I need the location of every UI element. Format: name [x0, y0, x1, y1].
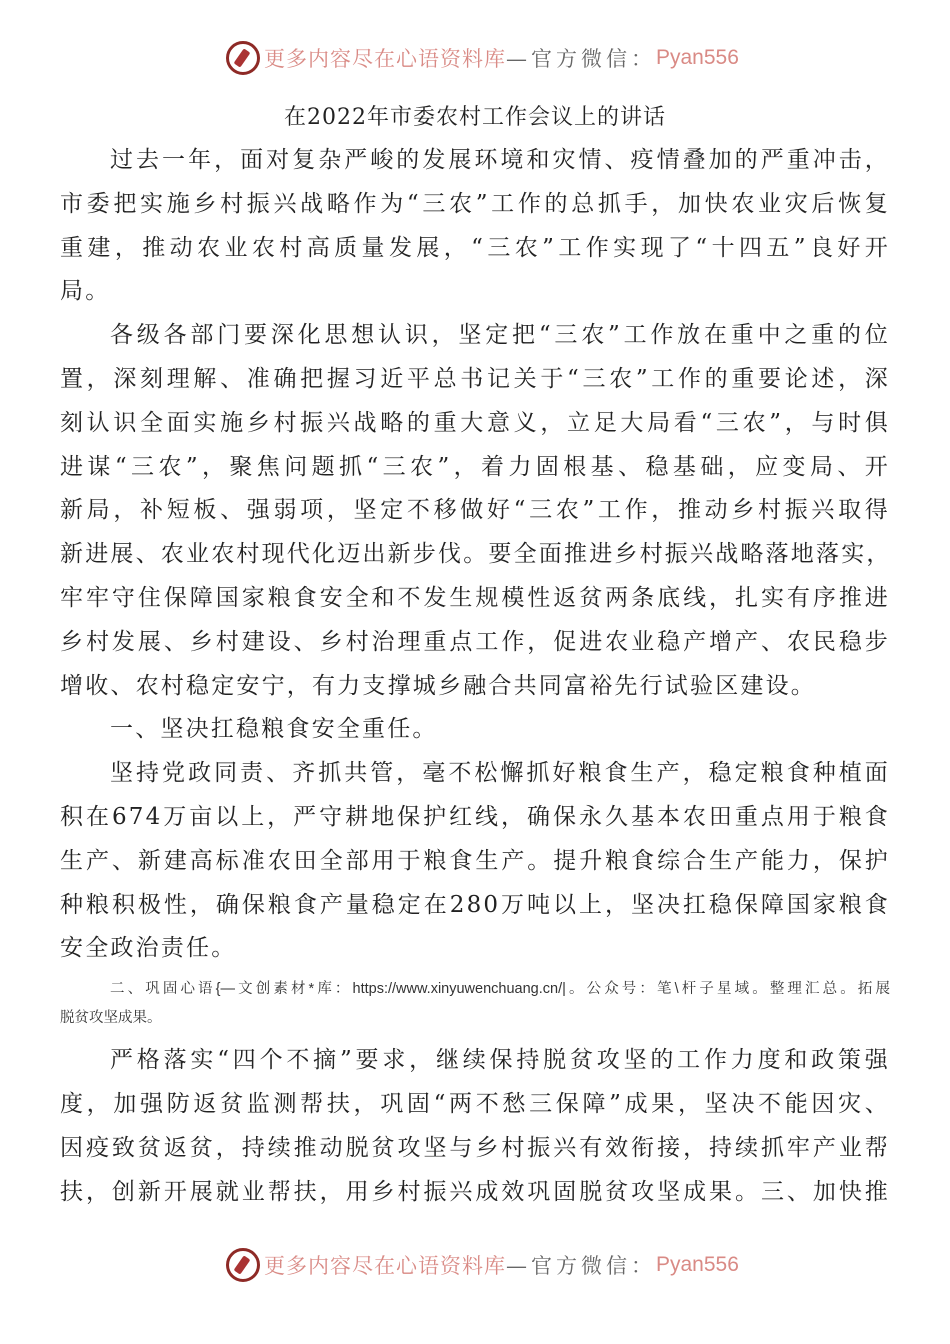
text-line: 安全政治责任。 [60, 935, 237, 962]
text-line: 重建，推动农业农村高质量发展，“三农”工作实现了“十四五”良好开 [60, 234, 890, 261]
paragraph [60, 314, 890, 708]
text-line: 一、坚决扛稳粮食安全重任。 [110, 716, 438, 743]
text-line: 牢牢守住保障国家粮食安全和不发生规模性返贫两条底线，扎实有序推进 [60, 584, 890, 611]
text-line: 扶，创新开展就业帮扶，用乡村振兴成效巩固脱贫攻坚成果。三、加快推 [60, 1178, 890, 1205]
paragraph [60, 752, 890, 971]
text-line: 置，深刻理解、准确把握习近平总书记关于“三农”工作的重要论述，深 [60, 365, 890, 392]
text-line: 新进展、农业农村现代化迈出新步伐。要全面推进乡村振兴战略落地落实， [60, 541, 892, 568]
text-line: 种粮积极性，确保粮食产量稳定在280万吨以上，坚决扛稳保障国家粮食 [60, 891, 890, 918]
text-line: 各级各部门要深化思想认识，坚定把“三农”工作放在重中之重的位 [110, 322, 890, 349]
text-line: 进谋“三农”，聚焦问题抓“三农”，着力固根基、稳基础，应变局、开 [60, 453, 890, 480]
inserted-note [60, 975, 890, 1033]
paragraph [60, 139, 890, 314]
text-line: 严格落实“四个不摘”要求，继续保持脱贫攻坚的工作力度和政策强 [110, 1047, 890, 1074]
text-line: 乡村发展、乡村建设、乡村治理重点工作，促进农业稳产增产、农民稳步 [60, 628, 890, 655]
pen-logo-icon [226, 41, 260, 75]
text-line: 积在674万亩以上，严守耕地保护红线，确保永久基本农田重点用于粮食 [60, 803, 890, 830]
note-line: 二、巩固心语{—文创素材*库：https://www.xinyuwenchuang.cn/|。公众号：笔\杆子星域。整理汇总。拓展 [110, 981, 890, 998]
paragraph [60, 1039, 890, 1214]
text-line: 市委把实施乡村振兴战略作为“三农”工作的总抓手，加快农业灾后恢复 [60, 190, 890, 217]
pen-logo-icon [226, 1248, 260, 1282]
document-title: 在2022年市委农村工作会议上的讲话 [284, 105, 666, 130]
note-line: 脱贫攻坚成果。 [60, 1010, 162, 1027]
text-line: 过去一年，面对复杂严峻的发展环境和灾情、疫情叠加的严重冲击， [110, 147, 890, 173]
section-heading [60, 708, 890, 752]
text-line: 生产、新建高标准农田全部用于粮食生产。提升粮食综合生产能力，保护 [60, 847, 890, 874]
watermark-text: 更多内容尽在心语资料库 [264, 1254, 506, 1278]
text-line: 因疫致贫返贫，持续推动脱贫攻坚与乡村振兴有效衔接，持续抓牢产业帮 [60, 1134, 890, 1161]
text-line: 局。 [60, 278, 111, 305]
text-line: 度，加强防返贫监测帮扶，巩固“两不愁三保障”成果，坚决不能因灾、 [60, 1090, 890, 1117]
watermark-wechat-id: Pyan556 [656, 1253, 739, 1276]
header-watermark [226, 38, 739, 78]
text-line: 增收、农村稳定安宁，有力支撑城乡融合共同富裕先行试验区建设。 [60, 672, 816, 699]
text-line: 新局，补短板、强弱项，坚定不移做好“三农”工作，推动乡村振兴取得 [60, 497, 890, 524]
watermark-wechat-label: —官方微信： [506, 1254, 656, 1278]
text-line: 坚持党政同责、齐抓共管，毫不松懈抓好粮食生产，稳定粮食种植面 [110, 760, 890, 787]
watermark-wechat-id: Pyan556 [656, 46, 739, 69]
text-line: 刻认识全面实施乡村振兴战略的重大意义，立足大局看“三农”，与时俱 [60, 409, 890, 436]
footer-watermark [226, 1245, 739, 1285]
document-body [60, 139, 890, 1214]
watermark-wechat-label: —官方微信： [506, 47, 656, 71]
watermark-text: 更多内容尽在心语资料库 [264, 47, 506, 71]
